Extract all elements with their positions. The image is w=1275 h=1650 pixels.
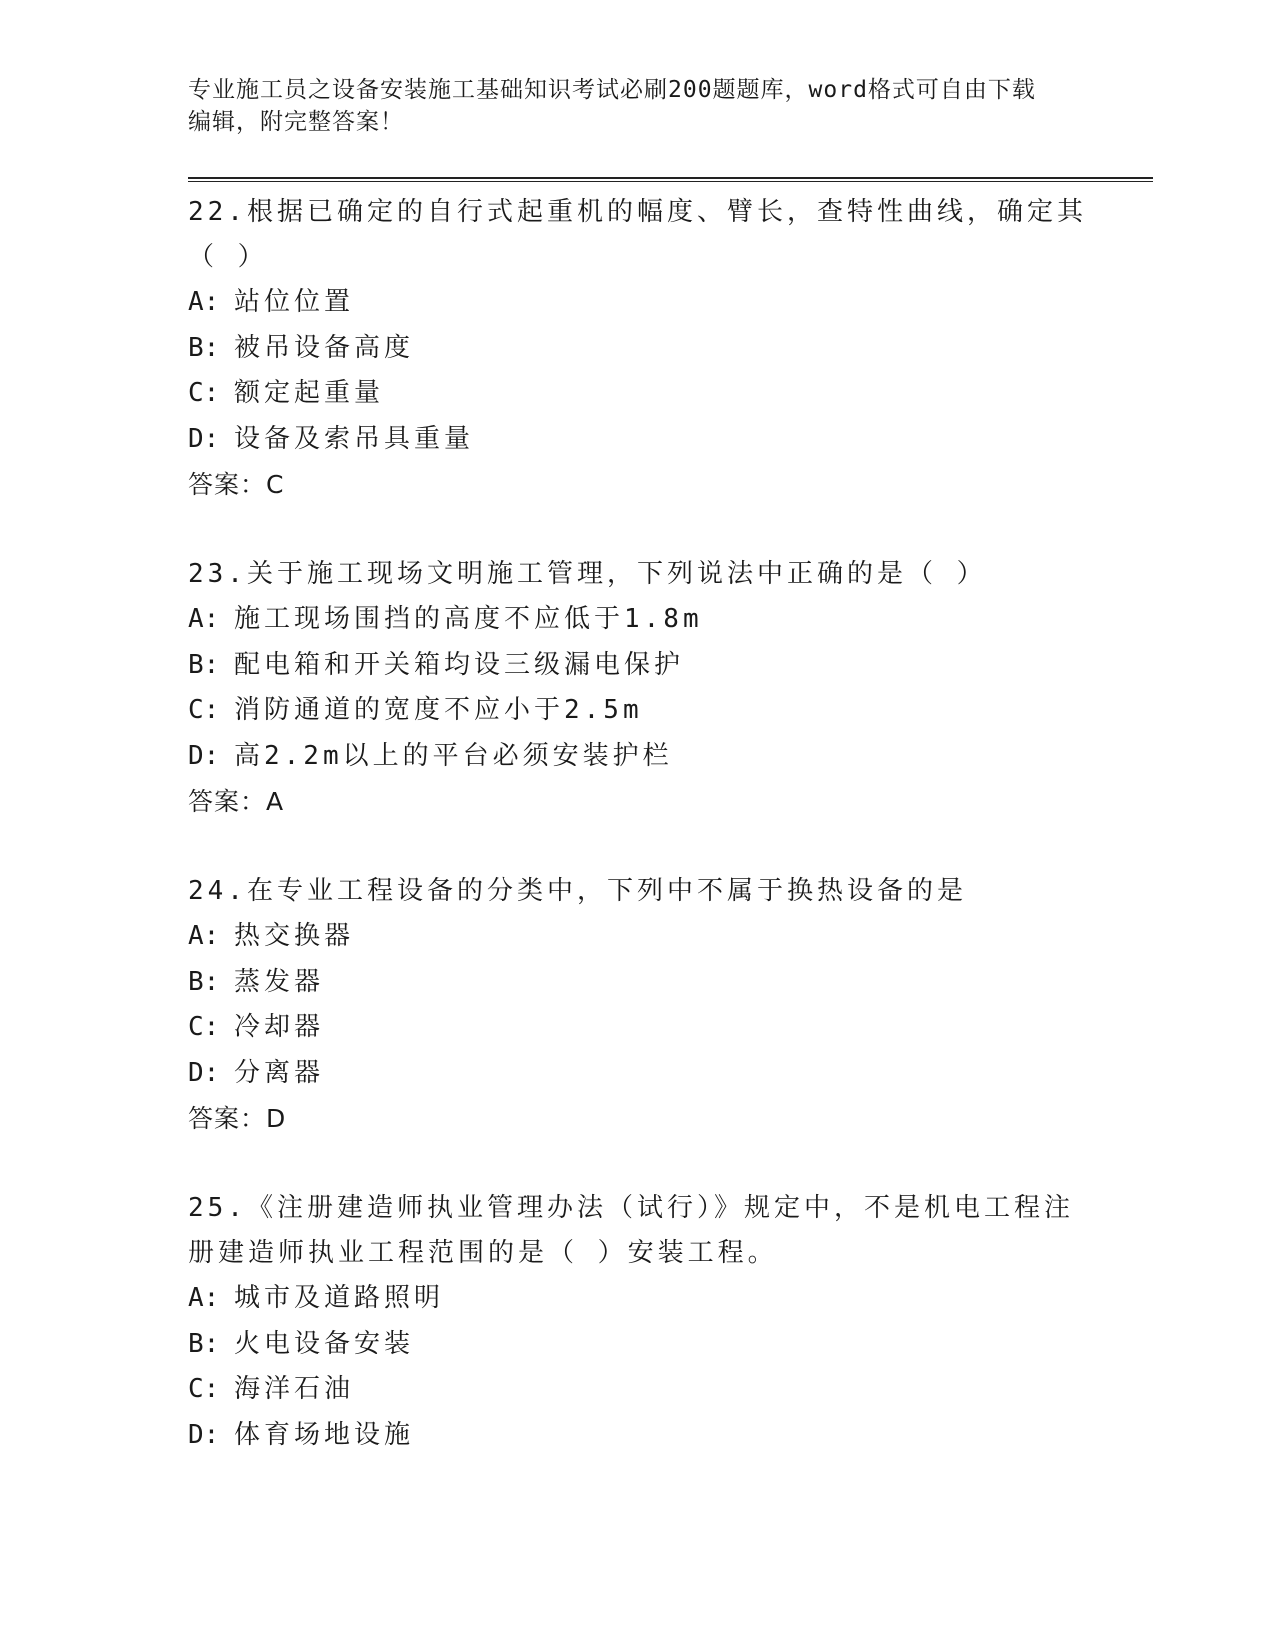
option-c [188,371,1088,417]
option-text: 体育场地设施 [234,1419,415,1450]
option-text: 热交换器 [234,921,355,951]
option-d [188,417,1088,463]
option-text: 城市及道路照明 [234,1283,445,1313]
option-letter: A: [188,1283,220,1313]
option-letter: A: [188,604,220,634]
option-letter: B: [188,332,220,363]
answer-line: 答案：C [188,470,285,499]
question-list [188,190,1088,1503]
answer-line: 答案：A [188,787,285,816]
option-a [188,597,1088,643]
option-c [188,1367,1088,1413]
option-c [188,688,1088,734]
question-stem: 25.《注册建造师执业管理办法（试行）》规定中，不是机电工程注册建造师执业工程范围的是（ ）安装工程。 [188,1193,1074,1268]
question-22 [188,190,1088,507]
option-a [188,1276,1088,1322]
option-d [188,1051,1088,1097]
option-text: 配电箱和开关箱均设三级漏电保护 [234,649,685,680]
option-b [188,643,1088,689]
option-d [188,1413,1088,1459]
option-letter: B: [188,649,220,680]
option-text: 火电设备安装 [234,1328,415,1359]
option-text: 额定起重量 [234,378,385,408]
option-letter: C: [188,695,220,725]
option-text: 设备及索吊具重量 [234,423,475,454]
option-c [188,1005,1088,1051]
option-text: 站位位置 [234,287,355,317]
document-page [188,0,1148,1650]
option-letter: D: [188,423,220,454]
option-b [188,326,1088,372]
option-text: 海洋石油 [234,1374,355,1404]
header-title-line-1: 专业施工员之设备安装施工基础知识考试必刷200题题库，word格式可自由下载 [188,77,1036,103]
option-letter: B: [188,966,220,997]
option-letter: D: [188,1057,220,1088]
question-23 [188,552,1088,824]
option-letter: C: [188,378,220,408]
option-a [188,280,1088,326]
option-letter: A: [188,921,220,951]
option-text: 冷却器 [234,1012,325,1042]
option-letter: B: [188,1328,220,1359]
question-stem: 24.在专业工程设备的分类中，下列中不属于换热设备的是 [188,876,967,906]
option-b [188,1322,1088,1368]
question-stem: 23.关于施工现场文明施工管理，下列说法中正确的是（ ） [188,559,987,589]
answer-line: 答案：D [188,1104,287,1133]
option-text: 被吊设备高度 [234,332,415,363]
option-letter: C: [188,1374,220,1404]
option-letter: A: [188,287,220,317]
option-b [188,960,1088,1006]
option-text: 施工现场围挡的高度不应低于1.8m [234,604,703,634]
option-text: 高2.2m以上的平台必须安装护栏 [234,740,673,771]
question-stem: 22.根据已确定的自行式起重机的幅度、臂长，查特性曲线，确定其（ ） [188,197,1087,272]
option-letter: D: [188,740,220,771]
header-divider [188,177,1153,182]
option-text: 消防通道的宽度不应小于2.5m [234,695,643,725]
option-d [188,734,1088,780]
header-title-line-2: 编辑，附完整答案！ [188,109,404,135]
question-24 [188,869,1088,1141]
option-letter: D: [188,1419,220,1450]
option-letter: C: [188,1012,220,1042]
document-header [188,74,1068,138]
option-text: 分离器 [234,1057,325,1088]
option-text: 蒸发器 [234,966,325,997]
option-a [188,914,1088,960]
question-25 [188,1186,1088,1458]
